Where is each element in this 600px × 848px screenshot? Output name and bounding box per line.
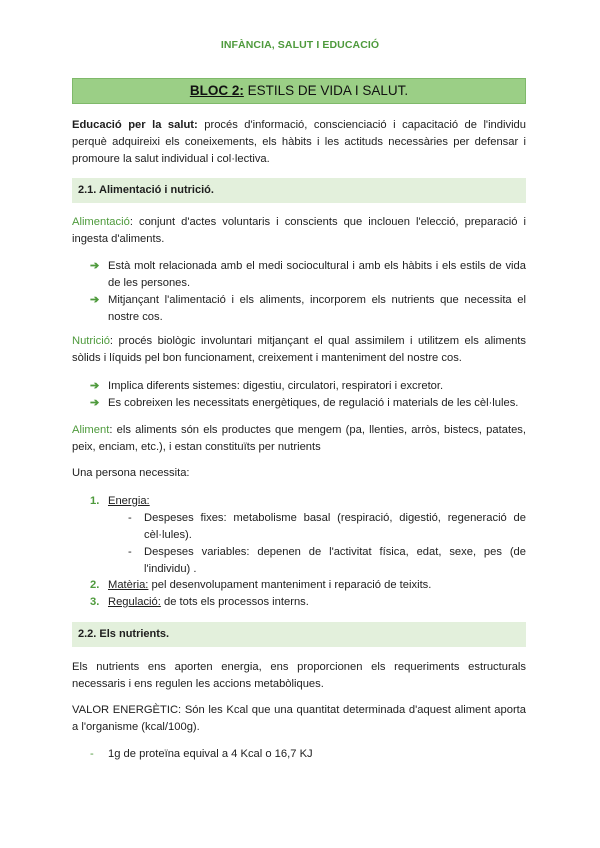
alimentacio-paragraph [72,214,526,248]
list-item: ➔ Mitjançant l'alimentació i els aliments, incorporem els nutrients que necessita el nostre cos. [90,294,526,323]
running-header: INFÀNCIA, SALUT I EDUCACIÓ [220,39,380,51]
alimentacio-term: Alimentació [72,216,130,228]
need-label: Matèria: [108,579,149,591]
nutrients-paragraph: Els nutrients ens aporten energia, ens proporcionen els requeriments estructurals necessaris i ens regulen les accions metabòliques. [72,661,526,690]
arrow-icon: ➔ [90,397,100,409]
need-label: Regulació: [108,596,161,608]
persona-needs-list-continued [72,577,526,611]
valor-item: - 1g de proteïna equival a 4 Kcal o 16,7 KJ [72,746,562,763]
bloc-label: BLOC 2: [189,83,244,98]
intro-paragraph [72,117,526,168]
aliment-term: Aliment [72,424,110,436]
energia-sublist [72,510,526,578]
list-item: 3. Regulació: de tots els processos interns. [72,594,526,611]
list-number: 3. [90,596,100,608]
aliment-paragraph [72,422,526,456]
list-item [72,493,526,510]
bloc-heading: ESTILS DE VIDA I SALUT. [243,83,409,98]
intro-term: Educació per la salut: [72,119,198,131]
section-heading-2-2: 2.2. Els nutrients. [72,622,526,647]
need-label: Energia: [108,495,150,507]
list-number: 1. [90,495,100,507]
alimentacio-bullets [72,258,526,326]
list-item: ➔ Implica diferents sistemes: digestiu, circulatori, respiratori i excretor. [72,378,526,395]
list-item: - Despeses variables: depenen de l'activitat física, edat, sexe, pes (de l'individu) . [128,546,526,575]
nutricio-bullets [72,378,526,412]
intro-text: procés d'informació, conscienciació i capacitació de l'individu perquè adquireixi els coneixements, els hàbits i les actituds necessàries per defensar i promoure la salut individual i col·lectiva. [72,119,527,165]
dash-bullet: - [90,748,94,760]
dash-bullet: - [128,512,132,524]
list-item: ➔ Es cobreixen les necessitats energètiques, de regulació i materials de les cèl·lules. [72,395,526,412]
aliment-text: : els aliments són els productes que mengem (pa, llenties, arròs, bistecs, patates, peix, enciam, etc.), i estan constituïts per nutrients [72,424,526,453]
nutricio-term: Nutrició [72,335,110,347]
arrow-icon: ➔ [90,260,100,272]
alimentacio-text: : conjunt d'actes voluntaris i conscients que inclouen l'elecció, preparació i ingesta d'aliments. [72,216,526,245]
persona-needs-list [72,493,526,510]
valor-energetic-paragraph: VALOR ENERGÈTIC: Són les Kcal que una quantitat determinada d'aquest aliment aporta a l'organisme (kcal/100g). [72,704,526,733]
nutricio-text: : procés biològic involuntari mitjançant el qual assimilem i utilitzem els aliments sòlids i líquids pel bon funcionament, creixement i manteniment del nostre cos. [72,335,526,364]
list-item: - Despeses fixes: metabolisme basal (respiració, digestió, regeneració de cèl·lules). [128,512,526,541]
nutricio-paragraph [72,333,526,367]
section-heading-2-1: 2.1. Alimentació i nutrició. [72,178,526,203]
list-number: 2. [90,579,100,591]
persona-intro: Una persona necessita: [72,467,190,479]
list-item: 2. Matèria: pel desenvolupament manteniment i reparació de teixits. [72,577,526,594]
arrow-icon: ➔ [90,294,100,306]
arrow-icon: ➔ [90,380,100,392]
bloc-title [72,78,526,104]
list-item: ➔ Està molt relacionada amb el medi sociocultural i amb els hàbits i els estils de vida de les persones. [90,260,526,289]
dash-bullet: - [128,546,132,558]
